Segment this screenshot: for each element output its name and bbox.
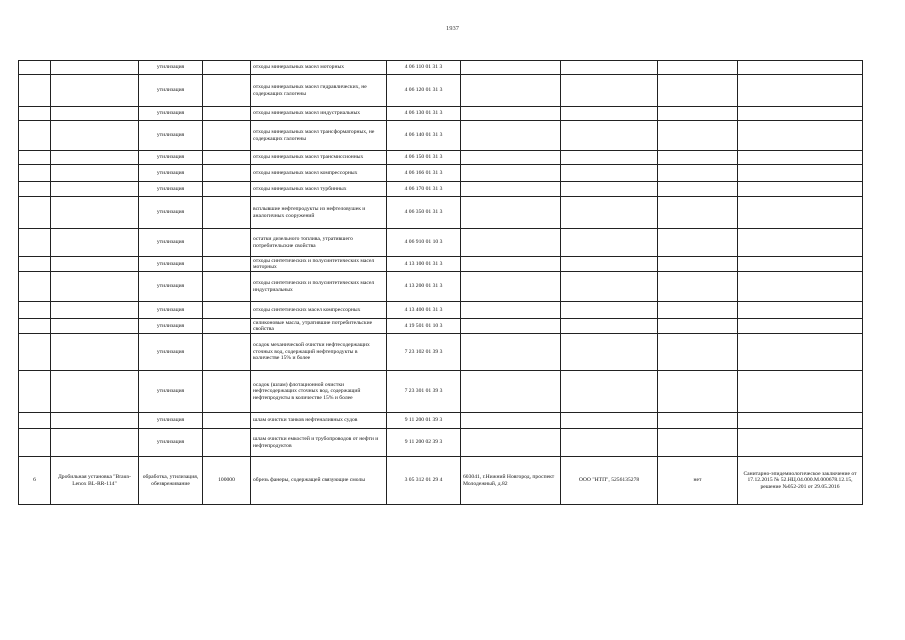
document-cell [738, 75, 863, 107]
document-cell [738, 413, 863, 429]
capacity-cell: 100000 [203, 457, 251, 505]
address-cell [461, 257, 561, 272]
operator-cell [561, 272, 658, 302]
operator-cell: ООО "НТП", 5256135278 [561, 457, 658, 505]
object-name-cell [51, 165, 139, 182]
object-name-cell [51, 182, 139, 197]
fkko-code-cell: 4 06 140 01 31 3 [387, 121, 461, 151]
capacity-cell [203, 413, 251, 429]
operator-cell [561, 107, 658, 121]
address-cell [461, 107, 561, 121]
fkko-code-cell: 4 06 910 01 10 3 [387, 229, 461, 257]
address-cell [461, 61, 561, 75]
activity-type-cell: утилизация [139, 413, 203, 429]
waste-name-cell: отходы минеральных масел компрессорных [251, 165, 387, 182]
permit-cell [658, 165, 738, 182]
capacity-cell [203, 165, 251, 182]
permit-cell [658, 413, 738, 429]
table-row [19, 257, 863, 272]
table-row [19, 121, 863, 151]
document-cell [738, 182, 863, 197]
operator-cell [561, 334, 658, 371]
object-name-cell [51, 272, 139, 302]
object-name-cell [51, 413, 139, 429]
object-name-cell [51, 107, 139, 121]
document-cell [738, 334, 863, 371]
address-cell [461, 334, 561, 371]
operator-cell [561, 197, 658, 229]
document-cell [738, 319, 863, 334]
row-number-cell: 6 [19, 457, 51, 505]
fkko-code-cell: 4 06 130 01 31 3 [387, 107, 461, 121]
document-cell: Санитарно-эпидемиологическое заключение от 17.12.2015 № 52.НЦ.04.000.М.000678.12.15, решение №052-201 от 29.05.2016 [738, 457, 863, 505]
row-number-cell [19, 229, 51, 257]
operator-cell [561, 121, 658, 151]
object-name-cell [51, 229, 139, 257]
activity-type-cell: утилизация [139, 197, 203, 229]
address-cell: 603041, г.Нижний Новгород, проспект Молодежный, д.82 [461, 457, 561, 505]
row-number-cell [19, 151, 51, 165]
capacity-cell [203, 61, 251, 75]
table-row [19, 272, 863, 302]
table-row [19, 197, 863, 229]
activity-type-cell: утилизация [139, 319, 203, 334]
fkko-code-cell: 4 13 400 01 31 3 [387, 302, 461, 319]
table-row [19, 75, 863, 107]
address-cell [461, 165, 561, 182]
fkko-code-cell: 4 06 166 01 31 3 [387, 165, 461, 182]
fkko-code-cell: 4 06 120 01 31 3 [387, 75, 461, 107]
activity-type-cell: утилизация [139, 151, 203, 165]
fkko-code-cell: 3 05 312 01 29 4 [387, 457, 461, 505]
waste-name-cell: отходы синтетических и полусинтетических масел моторных [251, 257, 387, 272]
operator-cell [561, 257, 658, 272]
waste-name-cell: остатки дизельного топлива, утратившего потребительские свойства [251, 229, 387, 257]
capacity-cell [203, 257, 251, 272]
table-row [19, 151, 863, 165]
activity-type-cell: утилизация [139, 75, 203, 107]
capacity-cell [203, 229, 251, 257]
table-row [19, 302, 863, 319]
waste-name-cell: отходы синтетических и полусинтетических масел индустриальных [251, 272, 387, 302]
operator-cell [561, 61, 658, 75]
waste-name-cell: осадок механической очистки нефтесодержащих сточных вод, содержащий нефтепродукты в количестве 15% и более [251, 334, 387, 371]
table-row [19, 165, 863, 182]
capacity-cell [203, 182, 251, 197]
row-number-cell [19, 197, 51, 229]
address-cell [461, 182, 561, 197]
object-name-cell [51, 61, 139, 75]
object-name-cell [51, 429, 139, 457]
activity-type-cell: утилизация [139, 302, 203, 319]
table-row [19, 413, 863, 429]
activity-type-cell: утилизация [139, 229, 203, 257]
fkko-code-cell: 4 06 110 01 31 3 [387, 61, 461, 75]
row-number-cell [19, 371, 51, 413]
document-cell [738, 371, 863, 413]
waste-name-cell: отходы минеральных масел моторных [251, 61, 387, 75]
activity-type-cell: утилизация [139, 429, 203, 457]
address-cell [461, 229, 561, 257]
capacity-cell [203, 429, 251, 457]
permit-cell [658, 151, 738, 165]
document-cell [738, 302, 863, 319]
permit-cell [658, 429, 738, 457]
activity-type-cell: утилизация [139, 107, 203, 121]
fkko-code-cell: 4 13 100 01 31 3 [387, 257, 461, 272]
row-number-cell [19, 257, 51, 272]
operator-cell [561, 302, 658, 319]
table-row [19, 319, 863, 334]
activity-type-cell: утилизация [139, 182, 203, 197]
capacity-cell [203, 121, 251, 151]
object-name-cell [51, 121, 139, 151]
capacity-cell [203, 75, 251, 107]
fkko-code-cell: 9 11 200 01 39 3 [387, 413, 461, 429]
permit-cell [658, 197, 738, 229]
object-name-cell [51, 75, 139, 107]
activity-type-cell: обработка, утилизация, обезвреживание [139, 457, 203, 505]
object-name-cell [51, 371, 139, 413]
waste-name-cell: силиконовые масла, утратившие потребительские свойства [251, 319, 387, 334]
capacity-cell [203, 371, 251, 413]
object-name-cell [51, 302, 139, 319]
table-row [19, 229, 863, 257]
permit-cell [658, 272, 738, 302]
document-cell [738, 151, 863, 165]
document-cell [738, 121, 863, 151]
address-cell [461, 121, 561, 151]
row-number-cell [19, 429, 51, 457]
fkko-code-cell: 4 06 350 01 31 3 [387, 197, 461, 229]
document-cell [738, 272, 863, 302]
operator-cell [561, 413, 658, 429]
waste-name-cell: шлам очистки емкостей и трубопроводов от нефти и нефтепродуктов [251, 429, 387, 457]
page-number: 1937 [446, 25, 459, 32]
permit-cell [658, 182, 738, 197]
operator-cell [561, 319, 658, 334]
fkko-code-cell: 7 23 102 01 39 3 [387, 334, 461, 371]
waste-name-cell: отходы минеральных масел турбинных [251, 182, 387, 197]
fkko-code-cell: 9 11 200 02 39 3 [387, 429, 461, 457]
activity-type-cell: утилизация [139, 165, 203, 182]
capacity-cell [203, 272, 251, 302]
address-cell [461, 151, 561, 165]
capacity-cell [203, 334, 251, 371]
waste-name-cell: отходы минеральных масел трансмиссионных [251, 151, 387, 165]
document-cell [738, 107, 863, 121]
document-cell [738, 229, 863, 257]
waste-name-cell: отходы синтетических масел компрессорных [251, 302, 387, 319]
activity-type-cell: утилизация [139, 257, 203, 272]
waste-name-cell: шлам очистки танков нефтеналивных судов [251, 413, 387, 429]
table-row [19, 182, 863, 197]
object-name-cell [51, 197, 139, 229]
address-cell [461, 197, 561, 229]
object-name-cell [51, 151, 139, 165]
document-cell [738, 197, 863, 229]
capacity-cell [203, 151, 251, 165]
capacity-cell [203, 197, 251, 229]
fkko-code-cell: 4 06 150 01 31 3 [387, 151, 461, 165]
fkko-code-cell: 4 19 501 01 10 3 [387, 319, 461, 334]
object-name-cell [51, 334, 139, 371]
capacity-cell [203, 319, 251, 334]
row-number-cell [19, 272, 51, 302]
row-number-cell [19, 302, 51, 319]
document-cell [738, 61, 863, 75]
row-number-cell [19, 413, 51, 429]
table-row [19, 429, 863, 457]
table-row [19, 457, 863, 505]
waste-name-cell: всплывшие нефтепродукты из нефтеловушек и аналогичных сооружений [251, 197, 387, 229]
row-number-cell [19, 319, 51, 334]
address-cell [461, 319, 561, 334]
row-number-cell [19, 107, 51, 121]
row-number-cell [19, 75, 51, 107]
table-row [19, 371, 863, 413]
operator-cell [561, 165, 658, 182]
permit-cell [658, 107, 738, 121]
address-cell [461, 413, 561, 429]
address-cell [461, 371, 561, 413]
operator-cell [561, 75, 658, 107]
waste-name-cell: обрезь фанеры, содержащей связующие смолы [251, 457, 387, 505]
activity-type-cell: утилизация [139, 371, 203, 413]
activity-type-cell: утилизация [139, 61, 203, 75]
table-row [19, 334, 863, 371]
object-name-cell: Дробильная установка "Braun-Lenox BL-RR-114" [51, 457, 139, 505]
document-cell [738, 165, 863, 182]
permit-cell [658, 121, 738, 151]
address-cell [461, 75, 561, 107]
waste-facilities-table [18, 60, 863, 505]
fkko-code-cell: 4 13 200 01 31 3 [387, 272, 461, 302]
waste-name-cell: отходы минеральных масел гидравлических, не содержащих галогены [251, 75, 387, 107]
address-cell [461, 302, 561, 319]
operator-cell [561, 429, 658, 457]
capacity-cell [203, 302, 251, 319]
document-cell [738, 257, 863, 272]
object-name-cell [51, 257, 139, 272]
row-number-cell [19, 165, 51, 182]
waste-name-cell: осадок (шлам) флотационной очистки нефтесодержащих сточных вод, содержащий нефтепродукты в количестве 15% и более [251, 371, 387, 413]
operator-cell [561, 182, 658, 197]
row-number-cell [19, 121, 51, 151]
row-number-cell [19, 61, 51, 75]
permit-cell: нет [658, 457, 738, 505]
capacity-cell [203, 107, 251, 121]
document-cell [738, 429, 863, 457]
permit-cell [658, 61, 738, 75]
row-number-cell [19, 334, 51, 371]
permit-cell [658, 319, 738, 334]
table-row [19, 107, 863, 121]
fkko-code-cell: 4 06 170 01 31 3 [387, 182, 461, 197]
object-name-cell [51, 319, 139, 334]
waste-name-cell: отходы минеральных масел индустриальных [251, 107, 387, 121]
permit-cell [658, 75, 738, 107]
activity-type-cell: утилизация [139, 334, 203, 371]
permit-cell [658, 371, 738, 413]
address-cell [461, 429, 561, 457]
permit-cell [658, 302, 738, 319]
waste-name-cell: отходы минеральных масел трансформаторных, не содержащих галогены [251, 121, 387, 151]
table-row [19, 61, 863, 75]
operator-cell [561, 229, 658, 257]
row-number-cell [19, 182, 51, 197]
activity-type-cell: утилизация [139, 272, 203, 302]
fkko-code-cell: 7 23 301 01 39 3 [387, 371, 461, 413]
operator-cell [561, 371, 658, 413]
operator-cell [561, 151, 658, 165]
activity-type-cell: утилизация [139, 121, 203, 151]
permit-cell [658, 229, 738, 257]
permit-cell [658, 334, 738, 371]
permit-cell [658, 257, 738, 272]
address-cell [461, 272, 561, 302]
